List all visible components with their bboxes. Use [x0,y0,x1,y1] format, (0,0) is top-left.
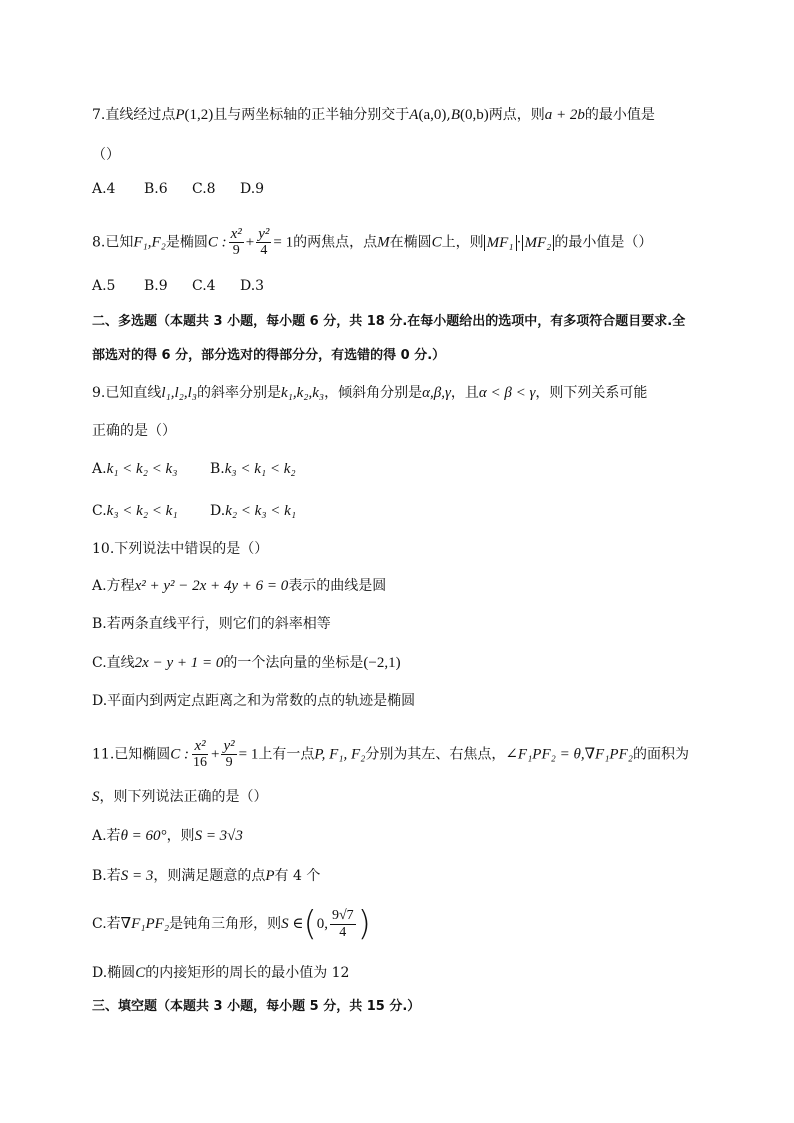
q8-option-c[interactable]: C.4 [192,278,216,294]
q9-option-d[interactable]: D.k₂ < k₃ < k₁ [210,503,297,519]
q8-options [92,276,264,296]
q10-option-c[interactable]: C.直线2x − y + 1 = 0的一个法向量的坐标是(−2,1) [92,655,401,671]
q11-interval-fraction: $\frac{9√7}{4}$ [331,907,354,940]
q10-stem: 10.下列说法中错误的是（） [92,541,269,557]
q9-option-b[interactable]: B.k₃ < k₁ < k₂ [210,461,296,477]
close-paren-icon: ) [357,904,371,944]
q9-stem-cont: 正确的是（） [92,423,176,439]
q11-stem-cont: S，则下列说法正确的是（） [92,789,268,805]
q7-option-c[interactable]: C.8 [192,181,216,197]
q8-fraction-x: $\frac{\text{x²}}{9}$ [230,226,242,258]
q9-option-c[interactable]: C.k₃ < k₂ < k₁ [92,503,178,519]
q10-option-a[interactable]: A.方程x² + y² − 2x + 4y + 6 = 0表示的曲线是圆 [92,578,387,594]
q8-option-b[interactable]: B.9 [144,278,168,294]
q8-fraction-y: $\frac{\text{y²}}{4}$ [258,226,270,258]
q7-paren: （） [92,147,120,163]
q7-stem: 7.直线经过点P(1,2)且与两坐标轴的正半轴分别交于A(a,0),B(0,b)两点，则a + 2b的最小值是 [92,107,655,123]
section2-heading: 二、多选题（本题共 3 小题，每小题 6 分，共 18 分.在每小题给出的选项中，有多项符合题目要求.全 [92,314,686,329]
q7-options [92,179,264,199]
q10-option-b[interactable]: B.若两条直线平行，则它们的斜率相等 [92,616,331,632]
section2-heading-cont: 部选对的得 6 分，部分选对的得部分分，有选错的得 0 分.） [92,348,446,363]
q11-option-c[interactable]: C.若∇F₁PF₂是钝角三角形，则S ∈(0, $\frac{9√7}{4}$ ) [92,904,371,944]
section3-heading: 三、填空题（本题共 3 小题，每小题 5 分，共 15 分.） [92,999,421,1014]
q8-option-d[interactable]: D.3 [240,278,265,294]
q8-stem: 8.已知F₁,F₂是椭圆C : $\frac{\text{x²}}{9}$ + $\frac{\text{y²}}{4}$ = 1的两焦点，点M在椭圆C上，则 MF₁ · MF₂ 的最小值是（） [92,226,653,258]
q11-option-b[interactable]: B.若S = 3，则满足题意的点P有 4 个 [92,868,321,884]
open-paren-icon: ( [303,904,317,944]
q8-option-a[interactable]: A.5 [92,278,116,294]
q9-options-ab [92,459,296,479]
q11-option-a[interactable]: A.若θ = 60°，则S = 3√3 [92,828,243,844]
q7-option-a[interactable]: A.4 [92,181,116,197]
q9-stem: 9.已知直线l₁,l₂,l₃的斜率分别是k₁,k₂,k₃，倾斜角分别是α,β,γ，且α < β < γ，则下列关系可能 [92,385,648,401]
q7-option-d[interactable]: D.9 [240,181,265,197]
q11-stem: 11.已知椭圆C : $\frac{\text{x²}}{16}$ + $\frac{\text{y²}}{9}$ = 1上有一点P, F₁, F₂分别为其左、右焦点，∠F₁PF₂ = θ,∇F₁PF₂的面积为 [92,738,689,770]
q9-option-a[interactable]: A.k₁ < k₂ < k₃ [92,461,178,477]
q11-fraction-x: $\frac{\text{x²}}{16}$ [193,738,208,770]
q11-fraction-y: $\frac{\text{y²}}{9}$ [223,738,235,770]
q9-options-cd [92,501,296,521]
q10-option-d[interactable]: D.平面内到两定点距离之和为常数的点的轨迹是椭圆 [92,693,416,709]
q7-option-b[interactable]: B.6 [144,181,168,197]
q11-option-d[interactable]: D.椭圆C的内接矩形的周长的最小值为 12 [92,965,350,981]
